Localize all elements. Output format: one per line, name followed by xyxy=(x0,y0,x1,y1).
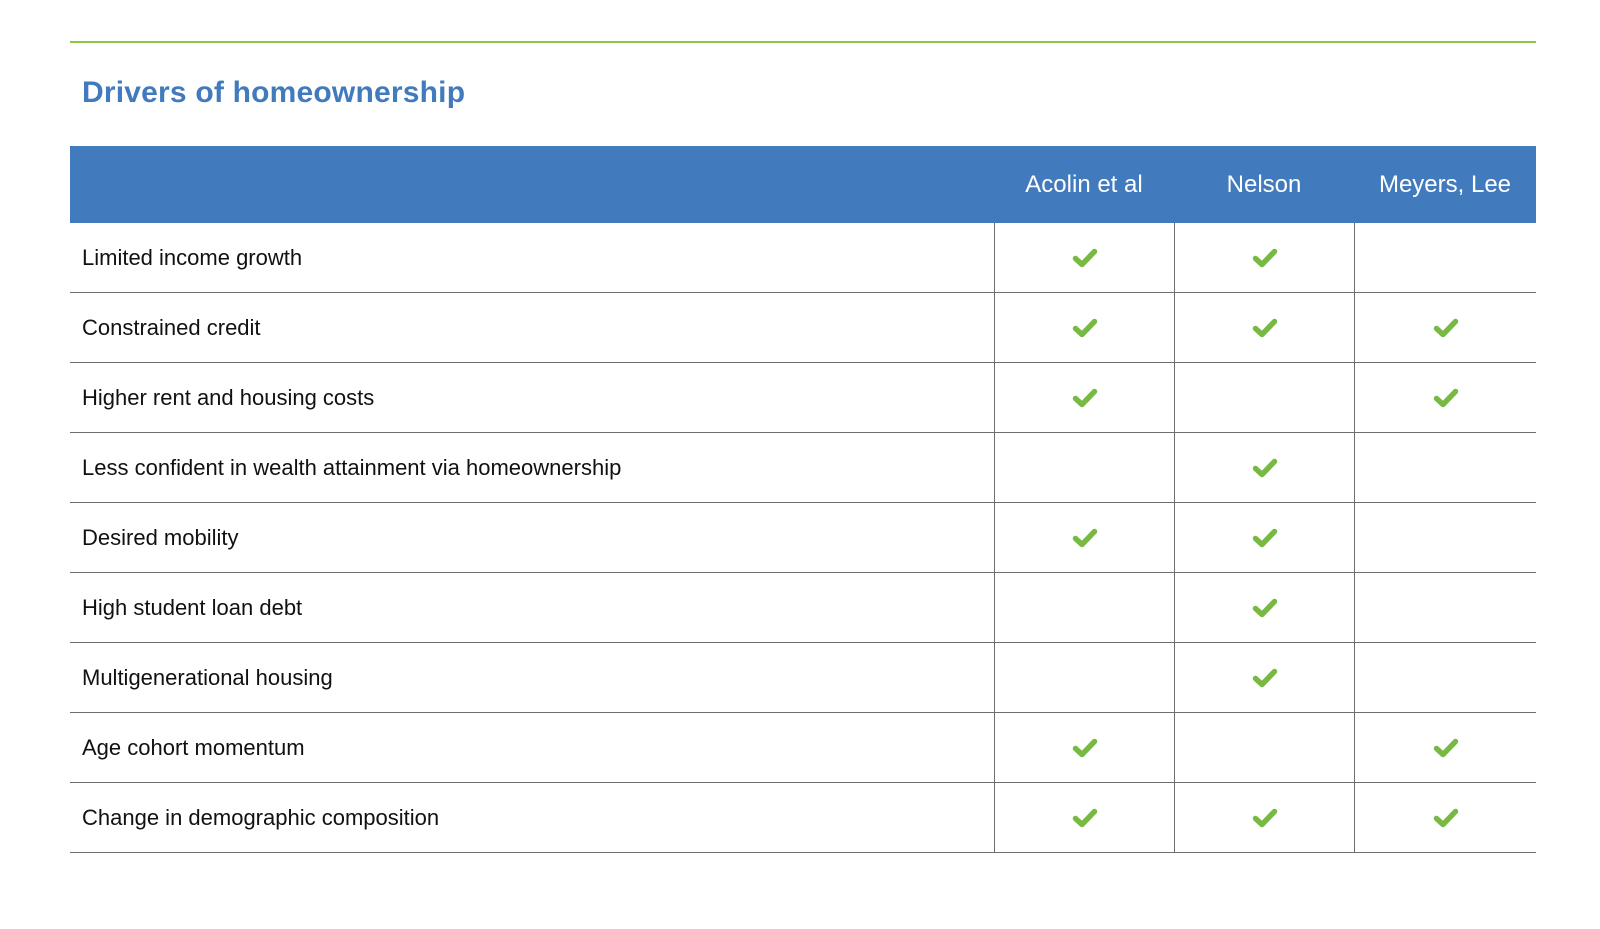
mark-cell xyxy=(994,363,1174,432)
header-empty-cell xyxy=(70,146,994,223)
table-body xyxy=(70,223,1536,853)
check-icon xyxy=(1072,388,1098,408)
page-title: Drivers of homeownership xyxy=(82,76,466,109)
mark-cell xyxy=(1354,643,1536,712)
table-row xyxy=(70,643,1536,713)
row-label: Higher rent and housing costs xyxy=(82,384,375,410)
mark-cell xyxy=(1174,783,1354,852)
check-icon xyxy=(1252,318,1278,338)
mark-cell xyxy=(1354,503,1536,572)
column-header-meyers-lee: Meyers, Lee xyxy=(1378,170,1512,198)
mark-cell xyxy=(1174,433,1354,502)
mark-cell xyxy=(1354,293,1536,362)
check-icon xyxy=(1433,738,1459,758)
row-label: High student loan debt xyxy=(82,594,303,620)
mark-cell xyxy=(994,713,1174,782)
check-icon xyxy=(1433,318,1459,338)
mark-cell xyxy=(994,783,1174,852)
mark-cell xyxy=(994,293,1174,362)
mark-cell xyxy=(994,573,1174,642)
mark-cell xyxy=(1174,713,1354,782)
mark-cell xyxy=(1174,293,1354,362)
mark-cell xyxy=(1354,713,1536,782)
table-row xyxy=(70,433,1536,503)
check-icon xyxy=(1252,528,1278,548)
mark-cell xyxy=(994,643,1174,712)
mark-cell xyxy=(1174,643,1354,712)
table-row xyxy=(70,783,1536,853)
check-icon xyxy=(1072,528,1098,548)
row-label: Constrained credit xyxy=(82,314,261,340)
mark-cell xyxy=(1174,503,1354,572)
check-icon xyxy=(1252,808,1278,828)
mark-cell xyxy=(994,223,1174,292)
column-header-acolin: Acolin et al xyxy=(1025,170,1143,198)
drivers-table xyxy=(70,146,1536,853)
row-label: Limited income growth xyxy=(82,244,303,270)
top-divider xyxy=(70,41,1536,43)
row-label: Desired mobility xyxy=(82,524,239,550)
check-icon xyxy=(1072,248,1098,268)
mark-cell xyxy=(1174,573,1354,642)
table-row xyxy=(70,223,1536,293)
table-row xyxy=(70,573,1536,643)
table-row xyxy=(70,713,1536,783)
mark-cell xyxy=(1354,573,1536,642)
check-icon xyxy=(1433,388,1459,408)
check-icon xyxy=(1433,808,1459,828)
check-icon xyxy=(1072,318,1098,338)
table-header-row xyxy=(70,146,1536,223)
mark-cell xyxy=(1174,363,1354,432)
row-label: Less confident in wealth attainment via homeownership xyxy=(82,454,622,480)
table-row xyxy=(70,293,1536,363)
row-label: Age cohort momentum xyxy=(82,734,305,760)
mark-cell xyxy=(994,503,1174,572)
table-row xyxy=(70,363,1536,433)
mark-cell xyxy=(1354,223,1536,292)
check-icon xyxy=(1072,738,1098,758)
mark-cell xyxy=(1174,223,1354,292)
check-icon xyxy=(1252,598,1278,618)
row-label: Change in demographic composition xyxy=(82,804,440,830)
mark-cell xyxy=(1354,363,1536,432)
mark-cell xyxy=(1354,783,1536,852)
check-icon xyxy=(1252,458,1278,478)
check-icon xyxy=(1072,808,1098,828)
check-icon xyxy=(1252,668,1278,688)
row-label: Multigenerational housing xyxy=(82,664,333,690)
column-header-nelson: Nelson xyxy=(1226,170,1302,198)
check-icon xyxy=(1252,248,1278,268)
mark-cell xyxy=(994,433,1174,502)
table-row xyxy=(70,503,1536,573)
mark-cell xyxy=(1354,433,1536,502)
